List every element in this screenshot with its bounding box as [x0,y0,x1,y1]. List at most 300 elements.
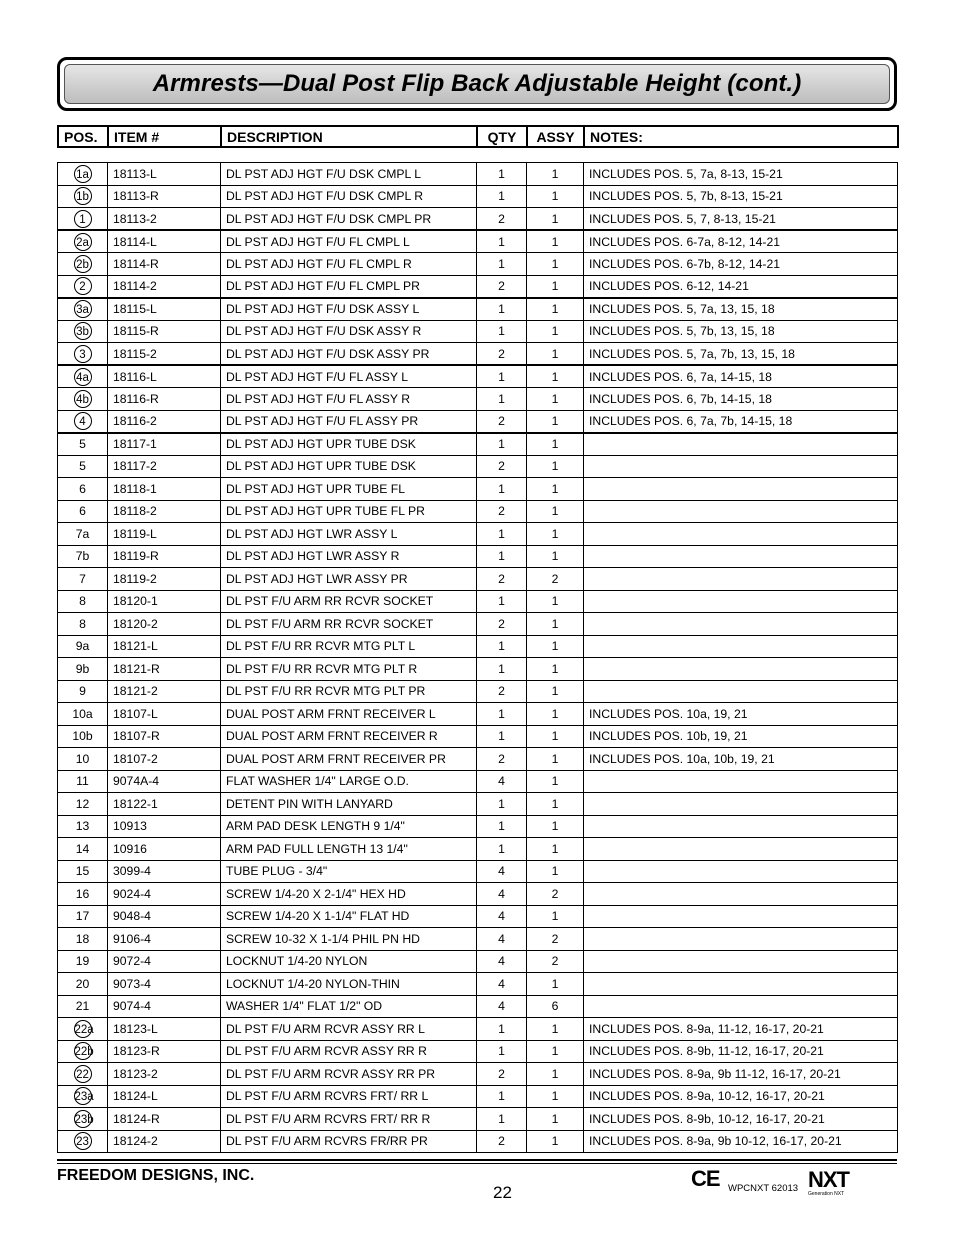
table-row [58,208,898,231]
table-row [58,613,898,636]
row-qty: 1 [477,185,527,208]
row-notes: INCLUDES POS. 5, 7a, 8-13, 15-21 [584,163,898,186]
row-notes [584,590,898,613]
table-row [58,185,898,208]
row-description: DL PST ADJ HGT UPR TUBE FL [221,478,477,501]
row-description: DL PST ADJ HGT LWR ASSY R [221,545,477,568]
row-pos [58,320,108,343]
row-assy: 1 [527,635,584,658]
row-item-number: 18107-L [108,703,221,726]
row-item-number: 18120-2 [108,613,221,636]
row-item-number: 9073-4 [108,973,221,996]
row-description: DETENT PIN WITH LANYARD [221,793,477,816]
row-assy: 1 [527,748,584,771]
pos-circle: 3 [74,345,92,363]
row-pos: 8 [58,590,108,613]
row-assy: 2 [527,568,584,591]
row-item-number: 18116-L [108,365,221,388]
row-description: DL PST ADJ HGT UPR TUBE FL PR [221,500,477,523]
row-assy: 1 [527,1063,584,1086]
nxt-logo [808,1169,856,1197]
company-name: FREEDOM DESIGNS, INC. [57,1167,255,1184]
row-assy: 1 [527,1130,584,1153]
row-notes: INCLUDES POS. 5, 7, 8-13, 15-21 [584,208,898,231]
table-row [58,275,898,298]
row-item-number: 18123-L [108,1018,221,1041]
row-description: DL PST ADJ HGT F/U FL CMPL L [221,230,477,253]
row-assy: 1 [527,1108,584,1131]
row-description: DL PST ADJ HGT F/U DSK ASSY L [221,298,477,321]
parts-table-header [57,125,899,148]
row-pos: 20 [58,973,108,996]
pos-circle: 1b [74,187,92,205]
row-item-number: 18116-R [108,388,221,411]
row-description: ARM PAD FULL LENGTH 13 1/4" [221,838,477,861]
row-pos: 6 [58,500,108,523]
row-description: DL PST F/U RR RCVR MTG PLT L [221,635,477,658]
header-pos: POS. [58,126,108,147]
row-pos: 10 [58,748,108,771]
row-notes [584,838,898,861]
row-item-number: 18115-2 [108,343,221,366]
row-item-number: 18121-L [108,635,221,658]
row-assy: 1 [527,613,584,636]
table-row [58,410,898,433]
pos-circle: 2 [74,277,92,295]
table-row [58,343,898,366]
pos-circle: 22b [74,1042,92,1060]
row-assy: 1 [527,860,584,883]
row-pos: 7 [58,568,108,591]
row-assy: 1 [527,410,584,433]
row-notes [584,635,898,658]
table-row [58,1018,898,1041]
row-item-number: 9074A-4 [108,770,221,793]
row-notes: INCLUDES POS. 8-9a, 9b 11-12, 16-17, 20-21 [584,1063,898,1086]
row-pos [58,208,108,231]
row-pos [58,1130,108,1153]
row-pos: 14 [58,838,108,861]
row-notes [584,545,898,568]
row-pos [58,275,108,298]
row-item-number: 18114-R [108,253,221,276]
row-qty: 2 [477,410,527,433]
row-notes [584,680,898,703]
row-description: DL PST F/U ARM RCVR ASSY RR L [221,1018,477,1041]
row-notes: INCLUDES POS. 8-9a, 10-12, 16-17, 20-21 [584,1085,898,1108]
row-item-number: 18120-1 [108,590,221,613]
row-assy: 1 [527,973,584,996]
row-item-number: 9072-4 [108,950,221,973]
row-pos: 11 [58,770,108,793]
row-pos: 5 [58,455,108,478]
pos-circle: 22a [74,1020,92,1038]
row-qty: 2 [477,1130,527,1153]
row-pos: 9b [58,658,108,681]
row-pos [58,1063,108,1086]
table-row [58,1108,898,1131]
header-item: ITEM # [108,126,221,147]
table-row [58,838,898,861]
table-row [58,928,898,951]
row-assy: 1 [527,793,584,816]
row-description: DL PST ADJ HGT F/U DSK CMPL L [221,163,477,186]
table-row [58,388,898,411]
table-row [58,860,898,883]
row-pos [58,1018,108,1041]
row-notes [584,523,898,546]
row-assy: 1 [527,680,584,703]
row-description: DL PST F/U ARM RCVR ASSY RR R [221,1040,477,1063]
row-notes: INCLUDES POS. 8-9b, 10-12, 16-17, 20-21 [584,1108,898,1131]
row-description: DL PST F/U RR RCVR MTG PLT PR [221,680,477,703]
row-assy: 1 [527,905,584,928]
row-pos: 19 [58,950,108,973]
row-assy: 1 [527,275,584,298]
row-notes: INCLUDES POS. 8-9a, 9b 10-12, 16-17, 20-21 [584,1130,898,1153]
row-qty: 1 [477,523,527,546]
table-row [58,320,898,343]
row-qty: 1 [477,658,527,681]
row-pos [58,163,108,186]
row-description: DL PST ADJ HGT UPR TUBE DSK [221,433,477,456]
row-description: WASHER 1/4" FLAT 1/2" OD [221,995,477,1018]
row-pos: 15 [58,860,108,883]
row-notes [584,905,898,928]
row-qty: 4 [477,770,527,793]
row-assy: 1 [527,1085,584,1108]
row-qty: 1 [477,1108,527,1131]
row-description: DL PST ADJ HGT F/U FL CMPL R [221,253,477,276]
row-notes [584,770,898,793]
row-item-number: 18117-2 [108,455,221,478]
row-item-number: 10913 [108,815,221,838]
row-description: DUAL POST ARM FRNT RECEIVER PR [221,748,477,771]
row-notes [584,973,898,996]
row-description: DL PST ADJ HGT LWR ASSY L [221,523,477,546]
ce-mark-icon: CE [691,1166,720,1191]
row-notes [584,793,898,816]
row-item-number: 9106-4 [108,928,221,951]
row-description: DL PST F/U ARM RR RCVR SOCKET [221,590,477,613]
row-qty: 1 [477,433,527,456]
row-description: TUBE PLUG - 3/4" [221,860,477,883]
footer-rule [57,1159,897,1161]
row-item-number: 18121-R [108,658,221,681]
pos-circle: 3a [74,300,92,318]
row-assy: 1 [527,163,584,186]
row-description: DL PST ADJ HGT F/U DSK ASSY R [221,320,477,343]
row-description: DL PST F/U ARM RCVR ASSY RR PR [221,1063,477,1086]
row-assy: 1 [527,725,584,748]
row-qty: 2 [477,568,527,591]
table-row [58,433,898,456]
row-qty: 1 [477,478,527,501]
title-banner-inner [64,64,890,104]
row-pos [58,410,108,433]
nxt-logo-subtext: Generation NXT [808,1191,845,1197]
row-qty: 1 [477,298,527,321]
table-row [58,815,898,838]
parts-table [57,162,898,1153]
table-row [58,748,898,771]
row-pos [58,388,108,411]
row-notes: INCLUDES POS. 5, 7b, 13, 15, 18 [584,320,898,343]
row-qty: 4 [477,860,527,883]
row-notes: INCLUDES POS. 8-9b, 11-12, 16-17, 20-21 [584,1040,898,1063]
row-assy: 1 [527,365,584,388]
table-row [58,635,898,658]
row-qty: 1 [477,815,527,838]
row-pos: 12 [58,793,108,816]
table-row [58,455,898,478]
row-notes: INCLUDES POS. 5, 7a, 7b, 13, 15, 18 [584,343,898,366]
row-item-number: 18116-2 [108,410,221,433]
row-pos: 10a [58,703,108,726]
row-pos: 9 [58,680,108,703]
row-qty: 4 [477,995,527,1018]
table-row [58,500,898,523]
row-pos: 16 [58,883,108,906]
row-pos [58,298,108,321]
row-pos [58,1040,108,1063]
table-row [58,770,898,793]
row-pos: 8 [58,613,108,636]
row-notes [584,928,898,951]
pos-circle: 4 [74,412,92,430]
row-pos: 7b [58,545,108,568]
row-notes: INCLUDES POS. 6, 7a, 7b, 14-15, 18 [584,410,898,433]
row-qty: 1 [477,1040,527,1063]
row-notes [584,860,898,883]
row-item-number: 10916 [108,838,221,861]
row-qty: 2 [477,613,527,636]
row-qty: 2 [477,208,527,231]
row-qty: 1 [477,1085,527,1108]
row-assy: 1 [527,815,584,838]
row-notes: INCLUDES POS. 6, 7a, 14-15, 18 [584,365,898,388]
table-row [58,1063,898,1086]
row-notes: INCLUDES POS. 8-9a, 11-12, 16-17, 20-21 [584,1018,898,1041]
row-qty: 1 [477,725,527,748]
row-qty: 2 [477,748,527,771]
row-assy: 1 [527,1040,584,1063]
row-assy: 1 [527,433,584,456]
row-description: DL PST ADJ HGT UPR TUBE DSK [221,455,477,478]
row-item-number: 18122-1 [108,793,221,816]
parts-table-body [58,163,898,1153]
row-item-number: 18118-1 [108,478,221,501]
row-qty: 4 [477,950,527,973]
row-notes [584,658,898,681]
table-row [58,725,898,748]
row-description: DL PST ADJ HGT F/U FL ASSY R [221,388,477,411]
row-assy: 2 [527,928,584,951]
row-pos [58,253,108,276]
row-pos: 10b [58,725,108,748]
row-description: SCREW 10-32 X 1-1/4 PHIL PN HD [221,928,477,951]
row-assy: 2 [527,883,584,906]
row-notes [584,478,898,501]
table-row [58,230,898,253]
pos-circle: 23b [74,1110,92,1128]
row-qty: 1 [477,545,527,568]
row-pos [58,343,108,366]
table-row [58,793,898,816]
row-item-number: 18117-1 [108,433,221,456]
row-qty: 2 [477,455,527,478]
table-row [58,680,898,703]
row-description: DL PST ADJ HGT F/U FL ASSY PR [221,410,477,433]
row-item-number: 18113-L [108,163,221,186]
row-assy: 1 [527,770,584,793]
row-pos: 17 [58,905,108,928]
row-pos [58,1085,108,1108]
row-description: DL PST F/U ARM RR RCVR SOCKET [221,613,477,636]
row-pos: 7a [58,523,108,546]
table-row [58,883,898,906]
row-notes [584,950,898,973]
nxt-logo-text: NXT [808,1167,849,1192]
row-pos [58,185,108,208]
table-row [58,478,898,501]
pos-circle: 4a [74,368,92,386]
row-item-number: 18124-L [108,1085,221,1108]
row-description: DL PST F/U ARM RCVRS FR/RR PR [221,1130,477,1153]
table-row [58,590,898,613]
row-qty: 1 [477,230,527,253]
row-item-number: 18119-R [108,545,221,568]
row-pos [58,230,108,253]
row-assy: 1 [527,388,584,411]
row-qty: 2 [477,680,527,703]
row-assy: 1 [527,298,584,321]
row-pos [58,365,108,388]
row-notes [584,995,898,1018]
row-description: DL PST ADJ HGT F/U DSK CMPL R [221,185,477,208]
pos-circle: 22 [74,1065,92,1083]
row-item-number: 18118-2 [108,500,221,523]
table-row [58,523,898,546]
row-qty: 1 [477,1018,527,1041]
row-item-number: 18124-R [108,1108,221,1131]
pos-circle: 1 [74,210,92,228]
table-row [58,163,898,186]
row-item-number: 18113-R [108,185,221,208]
row-pos: 5 [58,433,108,456]
header-qty: QTY [477,126,527,147]
row-notes: INCLUDES POS. 5, 7a, 13, 15, 18 [584,298,898,321]
row-assy: 1 [527,455,584,478]
row-item-number: 18107-2 [108,748,221,771]
row-assy: 1 [527,230,584,253]
pos-circle: 4b [74,390,92,408]
row-item-number: 3099-4 [108,860,221,883]
row-pos: 6 [58,478,108,501]
table-row [58,568,898,591]
row-description: ARM PAD DESK LENGTH 9 1/4" [221,815,477,838]
row-qty: 2 [477,1063,527,1086]
page-number: 22 [493,1183,512,1202]
row-notes: INCLUDES POS. 5, 7b, 8-13, 15-21 [584,185,898,208]
row-item-number: 18123-2 [108,1063,221,1086]
table-row [58,1040,898,1063]
row-item-number: 18115-R [108,320,221,343]
row-notes: INCLUDES POS. 6-12, 14-21 [584,275,898,298]
row-assy: 1 [527,545,584,568]
title-banner [57,57,897,111]
row-item-number: 9024-4 [108,883,221,906]
row-item-number: 18114-2 [108,275,221,298]
row-qty: 1 [477,320,527,343]
row-item-number: 18124-2 [108,1130,221,1153]
row-qty: 4 [477,928,527,951]
page-title: Armrests—Dual Post Flip Back Adjustable Height (cont.) [152,70,802,97]
row-notes [584,613,898,636]
table-row [58,905,898,928]
pos-circle: 2b [74,255,92,273]
row-assy: 1 [527,320,584,343]
row-item-number: 18119-2 [108,568,221,591]
row-description: DL PST ADJ HGT F/U FL ASSY L [221,365,477,388]
row-assy: 1 [527,343,584,366]
header-notes: NOTES: [584,126,898,147]
footer-rule-thin [57,1163,897,1164]
row-qty: 1 [477,253,527,276]
row-pos: 21 [58,995,108,1018]
row-assy: 1 [527,500,584,523]
row-notes [584,568,898,591]
table-row [58,703,898,726]
table-row [58,950,898,973]
pos-circle: 3b [74,322,92,340]
row-item-number: 18119-L [108,523,221,546]
table-row [58,1085,898,1108]
row-qty: 2 [477,500,527,523]
table-row [58,545,898,568]
table-row [58,298,898,321]
row-description: SCREW 1/4-20 X 1-1/4" FLAT HD [221,905,477,928]
row-item-number: 18113-2 [108,208,221,231]
row-description: LOCKNUT 1/4-20 NYLON-THIN [221,973,477,996]
row-item-number: 18114-L [108,230,221,253]
row-notes: INCLUDES POS. 6-7a, 8-12, 14-21 [584,230,898,253]
row-notes: INCLUDES POS. 10a, 19, 21 [584,703,898,726]
row-description: LOCKNUT 1/4-20 NYLON [221,950,477,973]
row-item-number: 9048-4 [108,905,221,928]
row-notes [584,500,898,523]
row-assy: 2 [527,950,584,973]
row-description: DL PST F/U RR RCVR MTG PLT R [221,658,477,681]
row-item-number: 9074-4 [108,995,221,1018]
table-row [58,365,898,388]
row-qty: 2 [477,275,527,298]
row-assy: 1 [527,658,584,681]
row-qty: 4 [477,973,527,996]
row-notes: INCLUDES POS. 6-7b, 8-12, 14-21 [584,253,898,276]
table-row [58,658,898,681]
pos-circle: 23 [74,1132,92,1150]
row-assy: 1 [527,253,584,276]
row-qty: 1 [477,793,527,816]
row-assy: 1 [527,478,584,501]
table-row [58,253,898,276]
header-description: DESCRIPTION [221,126,477,147]
row-description: DL PST ADJ HGT F/U DSK ASSY PR [221,343,477,366]
row-pos: 13 [58,815,108,838]
row-qty: 1 [477,838,527,861]
row-assy: 6 [527,995,584,1018]
